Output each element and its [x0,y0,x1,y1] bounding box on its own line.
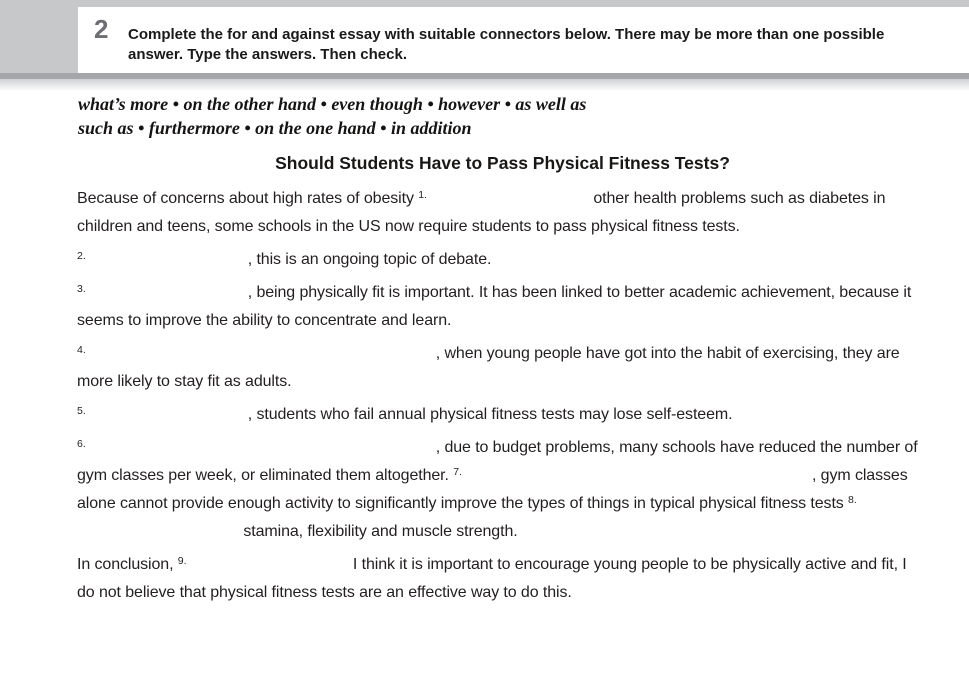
essay-paragraph [77,279,928,335]
essay-text: stamina, flexibility and muscle strength. [239,523,518,540]
essay-text: , this is an ongoing topic of debate. [247,251,492,268]
blank-number: 9. [177,555,187,567]
answer-blank-6[interactable] [86,436,436,452]
corner-gray-square [0,0,78,73]
word-bank-line-1: what’s more • on the other hand • even though • however • as well as [78,94,587,114]
essay-paragraph [77,401,928,429]
blank-number: 3. [77,283,86,295]
answer-blank-2[interactable] [86,248,248,264]
essay-body [77,185,928,607]
exercise-number: 2 [94,14,109,44]
blank-number: 8. [848,494,857,506]
answer-blank-1[interactable] [427,187,589,203]
essay-text: Because of concerns about high rates of obesity [77,190,419,207]
answer-blank-8[interactable] [77,520,239,536]
blank-number: 2. [77,250,86,262]
blank-number: 1. [418,189,427,201]
answer-blank-4[interactable] [86,342,436,358]
essay-paragraph [77,551,928,607]
essay-text: , students who fail annual physical fitness tests may lose self-esteem. [247,406,733,423]
answer-blank-7[interactable] [462,464,812,480]
blank-number: 4. [77,344,86,356]
blank-number: 6. [77,438,86,450]
blank-number: 5. [77,405,86,417]
essay-title: Should Students Have to Pass Physical Fitness Tests? [275,153,730,173]
essay-text: I think it is important to encourage young people to be physically active and fit, I do not believe that physical fitness tests are an effective way to do this. [77,556,907,601]
answer-blank-5[interactable] [86,403,248,419]
essay-paragraph [77,185,928,241]
answer-blank-3[interactable] [86,281,248,297]
essay-text: , when young people have got into the habit of exercising, they are more likely to stay fit as adults. [77,345,900,390]
answer-blank-9[interactable] [187,553,349,569]
word-bank-line-2: such as • furthermore • on the one hand • in addition [78,118,472,138]
page-content [0,90,969,612]
essay-text: , being physically fit is important. It has been linked to better academic achievement, because it seems to improve the ability to concentrate and learn. [77,284,912,329]
essay-text: In conclusion, [77,556,178,573]
top-gray-strip [0,0,969,7]
essay-text: other health problems such as diabetes in children and teens, some schools in the US now require students to pass physical fitness tests. [77,190,886,235]
essay-text: , gym classes alone cannot provide enough activity to significantly improve the types of things in typical physical fitness tests [77,467,908,512]
essay-paragraph [77,340,928,396]
essay-paragraph [77,246,928,274]
instruction-text: Complete the for and against essay with suitable connectors below. There may be more than one possible answer. Type the answers. Then check. [128,26,885,63]
word-bank [78,92,929,140]
essay-paragraph [77,434,928,546]
blank-number: 7. [453,466,462,478]
essay-text: , due to budget problems, many schools have reduced the number of gym classes per week, or eliminated them altogether. [77,439,918,484]
